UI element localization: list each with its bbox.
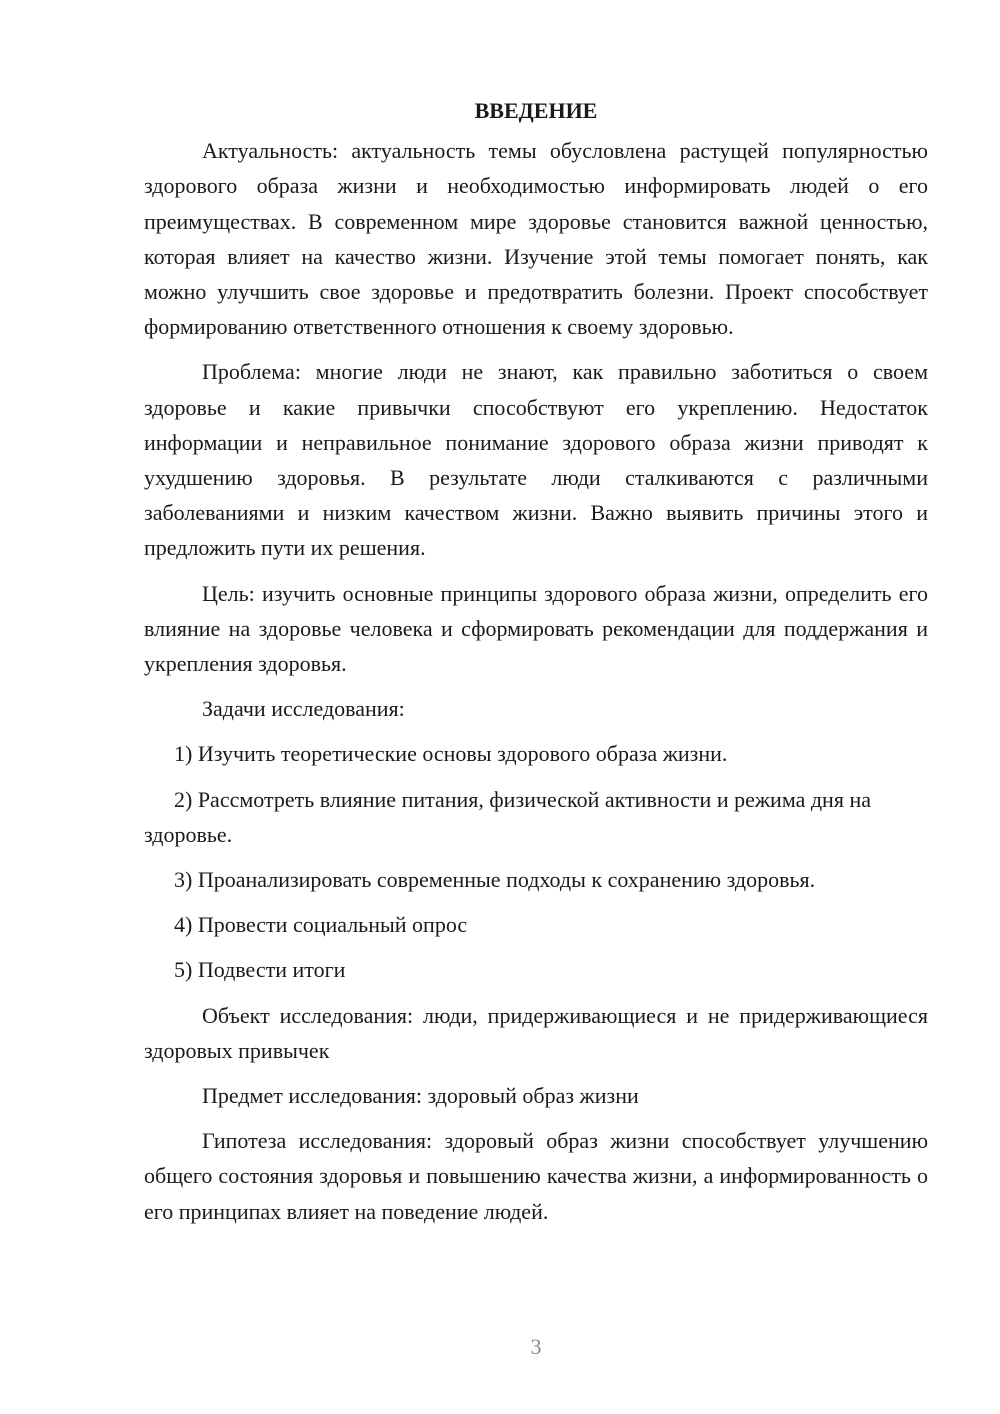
object-paragraph: Объект исследования: люди, придерживающиеся и не придерживающиеся здоровых привычек	[144, 1002, 928, 1063]
hypothesis-paragraph: Гипотеза исследования: здоровый образ жизни способствует улучшению общего состояния здоровья и повышению качества жизни, а информированность о его принципах влияет на поведение людей.	[144, 1128, 928, 1224]
tasks-title: Задачи исследования:	[202, 696, 405, 722]
problem-paragraph: Проблема: многие люди не знают, как правильно заботиться о своем здоровье и какие привычки способствуют его укреплению. Недостаток информации и неправильное понимание здорового образа жизни приводят к ухудшению здоровья. В результате люди сталкиваются с различными заболеваниями и низким качеством жизни. Важно выявить причины этого и предложить пути их решения.	[144, 359, 928, 561]
subject-paragraph: Предмет исследования: здоровый образ жизни	[202, 1083, 639, 1109]
task-item: 2) Рассмотреть влияние питания, физической активности и режима дня на здоровье.	[144, 786, 871, 847]
section-heading: ВВЕДЕНИЕ	[474, 98, 598, 123]
page-number: 3	[530, 1334, 542, 1359]
tasks-list	[144, 736, 928, 987]
task-item: 4) Провести социальный опрос	[174, 912, 468, 938]
task-item: 3) Проанализировать современные подходы к сохранению здоровья.	[174, 867, 816, 893]
relevance-paragraph: Актуальность: актуальность темы обусловлена растущей популярностью здорового образа жизни и необходимостью информировать людей о его преимуществах. В современном мире здоровье становится важной ценностью, которая влияет на качество жизни. Изучение этой темы помогает понять, как можно улучшить свое здоровье и предотвратить болезни. Проект способствует формированию ответственного отношения к своему здоровью.	[144, 138, 928, 340]
goal-paragraph: Цель: изучить основные принципы здорового образа жизни, определить его влияние на здоровье человека и сформировать рекомендации для поддержания и укрепления здоровья.	[144, 580, 928, 677]
page-content	[144, 93, 928, 1239]
task-item: 5) Подвести итоги	[174, 957, 346, 983]
task-item: 1) Изучить теоретические основы здорового образа жизни.	[174, 741, 728, 767]
